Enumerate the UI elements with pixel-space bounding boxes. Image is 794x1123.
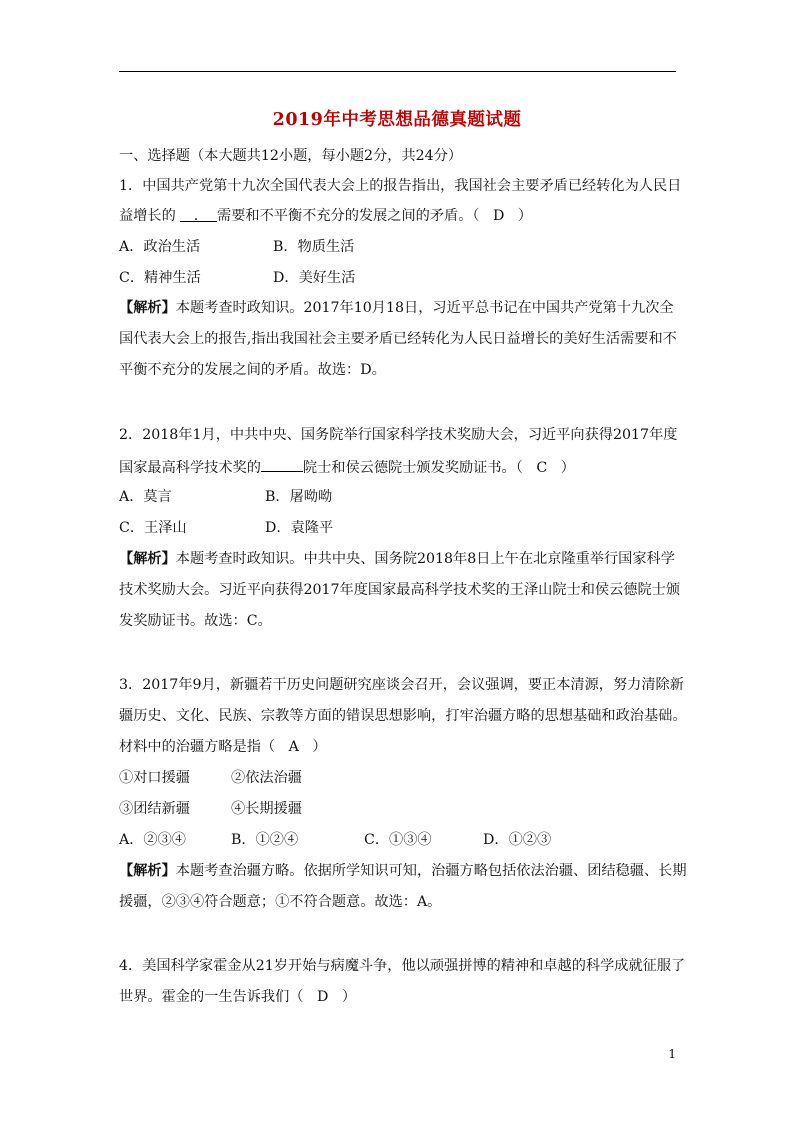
q1-option-a: A．政治生活	[119, 239, 201, 255]
q4-stem-line2: 世界。霍金的一生告诉我们（ D ）	[119, 989, 357, 1005]
q3-item-1: ①对口援疆	[119, 770, 190, 786]
q2-option-d: D．袁隆平	[265, 520, 334, 536]
q1-answer-blank: ．	[180, 208, 218, 224]
q2-stem-line1: 2．2018年1月，中共中央、国务院举行国家科学技术奖励大会，习近平向获得2017年度	[119, 427, 678, 443]
q3-item-2: ②依法治疆	[231, 770, 302, 786]
q1-stem-pre: 益增长的	[119, 208, 181, 224]
q1-option-b: B．物质生活	[273, 239, 355, 255]
q2-stem-line2	[119, 457, 575, 477]
q4-stem-line1: 4．美国科学家霍金从21岁开始与病魔斗争，他以顽强拼博的精神和卓越的科学成就征服了	[119, 958, 686, 974]
q1-analysis-line3: 平衡不充分的发展之间的矛盾。故选：D。	[119, 362, 386, 378]
q1-stem-post: 需要和不平衡不充分的发展之间的矛盾。（ D ）	[217, 208, 533, 224]
q3-analysis-line1	[119, 862, 687, 880]
q2-analysis-line2: 技术奖励大会。习近平向获得2017年度国家最高科学技术奖的王泽山院士和侯云德院士颁	[119, 582, 681, 598]
q2-analysis-line1	[119, 550, 675, 568]
q3-item-3: ③团结新疆	[119, 801, 190, 817]
q3-item-4: ④长期援疆	[231, 801, 302, 817]
q3-analysis-line2: 援疆，②③④符合题意；①不符合题意。故选：A。	[119, 894, 442, 910]
q3-stem-line3: 材料中的治疆方略是指（ A ）	[119, 739, 327, 755]
q1-stem-line2	[119, 207, 532, 225]
q2-stem-pre: 国家最高科学技术奖的	[119, 460, 261, 476]
q2-analysis-text1: 本题考查时政知识。中共中央、国务院2018年8日上午在北京隆重举行国家科学	[175, 551, 675, 567]
q2-option-b: B．屠呦呦	[265, 489, 333, 505]
section-heading: 一、选择题（本大题共12小题，每小题2分，共24分）	[119, 148, 463, 164]
q2-option-a: A．莫言	[119, 489, 172, 505]
q1-analysis-line2: 国代表大会上的报告,指出我国社会主要矛盾已经转化为人民日益增长的美好生活需要和不	[119, 331, 677, 347]
q1-analysis-tag: 【解析】	[119, 300, 176, 316]
q1-option-c: C．精神生活	[119, 270, 201, 286]
page-number: 1	[668, 1047, 676, 1061]
q3-option-b: B．①②④	[231, 832, 299, 848]
q2-answer-blank	[261, 457, 303, 472]
q1-analysis-text1: 本题考查时政知识。2017年10月18日，习近平总书记在中国共产党第十九次全	[175, 300, 674, 316]
q1-stem-line1: 1．中国共产党第十九次全国代表大会上的报告指出，我国社会主要矛盾已经转化为人民日	[119, 178, 682, 194]
q2-analysis-line3: 发奖励证书。故选：C。	[119, 613, 272, 629]
q3-option-a: A．②③④	[119, 832, 186, 848]
q3-stem-line2: 疆历史、文化、民族、宗教等方面的错误思想影响，打牢治疆方略的思想基础和政治基础。	[119, 708, 687, 724]
q1-option-d: D．美好生活	[273, 270, 356, 286]
q3-analysis-text1: 本题考查治疆方略。依据所学知识可知，治疆方略包括依法治疆、团结稳疆、长期	[175, 863, 687, 879]
q2-stem-post: 院士和侯云德院士颁发奖励证书。（ C ）	[302, 460, 575, 476]
q2-option-c: C．王泽山	[119, 520, 187, 536]
q3-option-c: C．①③④	[364, 832, 432, 848]
q2-analysis-tag: 【解析】	[119, 551, 176, 567]
document-title: 2019年中考思想品德真题试题	[272, 110, 522, 130]
q1-analysis-line1	[119, 299, 674, 317]
header-rule	[119, 71, 676, 72]
q3-option-d: D．①②③	[483, 832, 552, 848]
q3-analysis-tag: 【解析】	[119, 863, 176, 879]
q3-stem-line1: 3．2017年9月，新疆若干历史问题研究座谈会召开，会议强调，要正本清源，努力清除新	[119, 677, 684, 693]
